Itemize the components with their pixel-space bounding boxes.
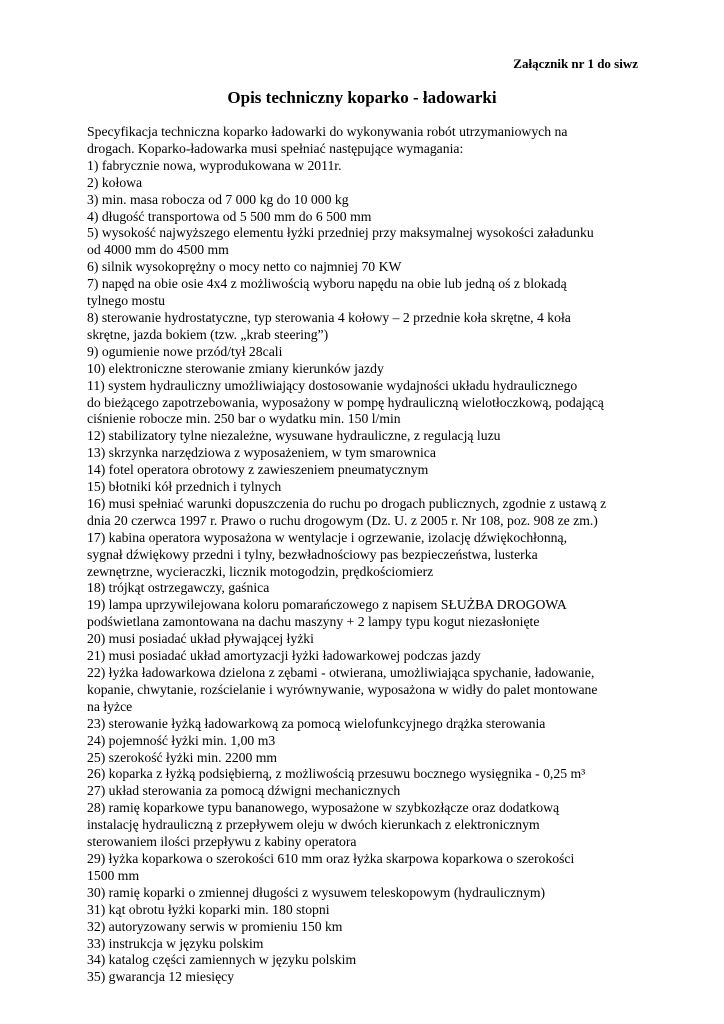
requirement-line: dnia 20 czerwca 1997 r. Prawo o ruchu drogowym (Dz. U. z 2005 r. Nr 108, poz. 908 ze zm.)	[87, 512, 598, 528]
requirement-line: 20) musi posiadać układ pływającej łyżki	[87, 631, 314, 647]
requirement-line: 12) stabilizatory tylne niezależne, wysuwane hydrauliczne, z regulacją luzu	[87, 428, 501, 444]
requirement-line: 2) kołowa	[87, 174, 143, 190]
requirement-line: 16) musi spełniać warunki dopuszczenia do ruchu po drogach publicznych, zgodnie z ustawą z	[87, 495, 607, 511]
requirement-line: 13) skrzynka narzędziowa z wyposażeniem, w tym smarownica	[87, 445, 436, 461]
requirement-item	[87, 225, 647, 259]
requirement-line: sygnał dźwiękowy przedni i tylny, bezwładnościowy pas bezpieczeństwa, lusterka	[87, 546, 538, 562]
requirement-line: 5) wysokość najwyższego elementu łyżki przedniej przy maksymalnej wysokości załadunku	[87, 225, 594, 241]
requirement-line: zewnętrzne, wycieraczki, licznik motogodzin, prędkościomierz	[87, 563, 434, 579]
requirement-line: 1500 mm	[87, 867, 140, 883]
requirement-item	[87, 783, 647, 800]
requirement-line: na łyżce	[87, 698, 133, 714]
requirement-line: podświetlana zamontowana na dachu maszyny + 2 lampy typu kogut niezasłonięte	[87, 614, 540, 630]
requirements-list	[87, 158, 647, 986]
requirement-line: 18) trójkąt ostrzegawczy, gaśnica	[87, 580, 270, 596]
requirement-line: 35) gwarancja 12 miesięcy	[87, 969, 235, 985]
requirement-item	[87, 209, 647, 226]
requirement-line: 33) instrukcja w języku polskim	[87, 935, 264, 951]
requirement-item	[87, 428, 647, 445]
requirement-line: 24) pojemność łyżki min. 1,00 m3	[87, 732, 276, 748]
requirement-line: 15) błotniki kół przednich i tylnych	[87, 479, 282, 495]
requirement-line: 26) koparka z łyżką podsiębierną, z możliwością przesuwu bocznego wysięgnika - 0,25 m³	[87, 766, 586, 782]
requirement-line: skrętne, jazda bokiem (tzw. „krab steering”)	[87, 326, 329, 342]
requirement-item	[87, 344, 647, 361]
requirement-line: 23) sterowanie łyżką ładowarkową za pomocą wielofunkcyjnego drążka sterowania	[87, 715, 546, 731]
requirement-item	[87, 885, 647, 902]
requirement-item	[87, 479, 647, 496]
requirement-item	[87, 665, 647, 716]
requirement-line: 1) fabrycznie nowa, wyprodukowana w 2011r.	[87, 157, 342, 173]
requirement-item	[87, 158, 647, 175]
requirement-line: 3) min. masa robocza od 7 000 kg do 10 000 kg	[87, 191, 349, 207]
requirement-line: 6) silnik wysokoprężny o mocy netto co najmniej 70 KW	[87, 259, 402, 275]
requirement-item	[87, 580, 647, 597]
requirement-item	[87, 766, 647, 783]
requirement-line: 34) katalog części zamiennych w języku polskim	[87, 952, 357, 968]
requirement-line: 29) łyżka koparkowa o szerokości 610 mm oraz łyżka skarpowa koparkowa o szerokości	[87, 850, 575, 866]
requirement-line: 25) szerokość łyżki min. 2200 mm	[87, 749, 278, 765]
requirement-item	[87, 361, 647, 378]
requirement-item	[87, 259, 647, 276]
requirement-item	[87, 969, 647, 986]
requirement-item	[87, 631, 647, 648]
requirement-item	[87, 597, 647, 631]
requirement-item	[87, 919, 647, 936]
requirement-item	[87, 192, 647, 209]
requirement-line: do bieżącego zapotrzebowania, wyposażony w pompę hydrauliczną wielotłoczkową, podającą	[87, 394, 604, 410]
requirement-line: 28) ramię koparkowe typu bananowego, wyposażone w szybkozłącze oraz dodatkową	[87, 800, 560, 816]
requirement-line: 17) kabina operatora wyposażona w wentylacje i ogrzewanie, izolację dźwiękochłonną,	[87, 529, 567, 545]
requirement-item	[87, 936, 647, 953]
requirement-line: 22) łyżka ładowarkowa dzielona z zębami - otwierana, umożliwiająca spychanie, ładowanie,	[87, 665, 595, 680]
requirement-item	[87, 648, 647, 665]
requirement-item	[87, 800, 647, 851]
requirement-line: 31) kąt obrotu łyżki koparki min. 180 stopni	[87, 901, 330, 917]
requirement-line: 19) lampa uprzywilejowana koloru pomarańczowego z napisem SŁUŻBA DROGOWA	[87, 597, 567, 613]
requirement-item	[87, 530, 647, 581]
requirement-item	[87, 716, 647, 733]
intro-line: drogach. Koparko-ładowarka musi spełniać następujące wymagania:	[87, 140, 464, 156]
annex-label: Załącznik nr 1 do siwz	[513, 56, 638, 71]
requirement-line: sterowaniem ilości przepływu z kabiny operatora	[87, 834, 357, 850]
requirement-line: instalację hydrauliczną z przepływem oleju w dwóch kierunkach z elektronicznym	[87, 817, 540, 833]
requirement-item	[87, 733, 647, 750]
requirement-item	[87, 851, 647, 885]
requirement-item	[87, 902, 647, 919]
requirement-item	[87, 378, 647, 429]
intro-paragraph	[87, 124, 647, 158]
requirement-line: 9) ogumienie nowe przód/tył 28cali	[87, 343, 283, 359]
requirement-item	[87, 445, 647, 462]
requirement-line: 21) musi posiadać układ amortyzacji łyżki ładowarkowej podczas jazdy	[87, 648, 481, 664]
requirement-item	[87, 462, 647, 479]
requirement-line: 4) długość transportowa od 5 500 mm do 6 500 mm	[87, 208, 372, 224]
requirement-line: ciśnienie robocze min. 250 bar o wydatku min. 150 l/min	[87, 411, 401, 427]
requirement-line: 14) fotel operatora obrotowy z zawieszeniem pneumatycznym	[87, 462, 429, 478]
requirement-line: 32) autoryzowany serwis w promieniu 150 km	[87, 918, 343, 934]
requirement-line: 10) elektroniczne sterowanie zmiany kierunków jazdy	[87, 360, 384, 376]
requirement-line: 7) napęd na obie osie 4x4 z możliwością wyboru napędu na obie lub jedną oś z blokadą	[87, 276, 567, 292]
requirement-line: kopanie, chwytanie, rozścielanie i wyrównywanie, wyposażona w widły do palet montowane	[87, 681, 598, 697]
requirement-line: 30) ramię koparki o zmiennej długości z wysuwem teleskopowym (hydraulicznym)	[87, 884, 546, 900]
document-body	[87, 124, 647, 986]
requirement-item	[87, 952, 647, 969]
requirement-item	[87, 310, 647, 344]
intro-line: Specyfikacja techniczna koparko ładowarki do wykonywania robót utrzymaniowych na	[87, 124, 568, 139]
requirement-line: 8) sterowanie hydrostatyczne, typ sterowania 4 kołowy – 2 przednie koła skrętne, 4 koła	[87, 309, 571, 325]
requirement-line: od 4000 mm do 4500 mm	[87, 242, 229, 258]
requirement-line: 11) system hydrauliczny umożliwiający dostosowanie wydajności układu hydraulicznego	[87, 377, 578, 393]
requirement-item	[87, 276, 647, 310]
requirement-line: tylnego mostu	[87, 293, 165, 309]
requirement-item	[87, 496, 647, 530]
requirement-item	[87, 175, 647, 192]
document-title: Opis techniczny koparko - ładowarki	[227, 88, 497, 107]
requirement-line: 27) układ sterowania za pomocą dźwigni mechanicznych	[87, 783, 401, 799]
requirement-item	[87, 750, 647, 767]
